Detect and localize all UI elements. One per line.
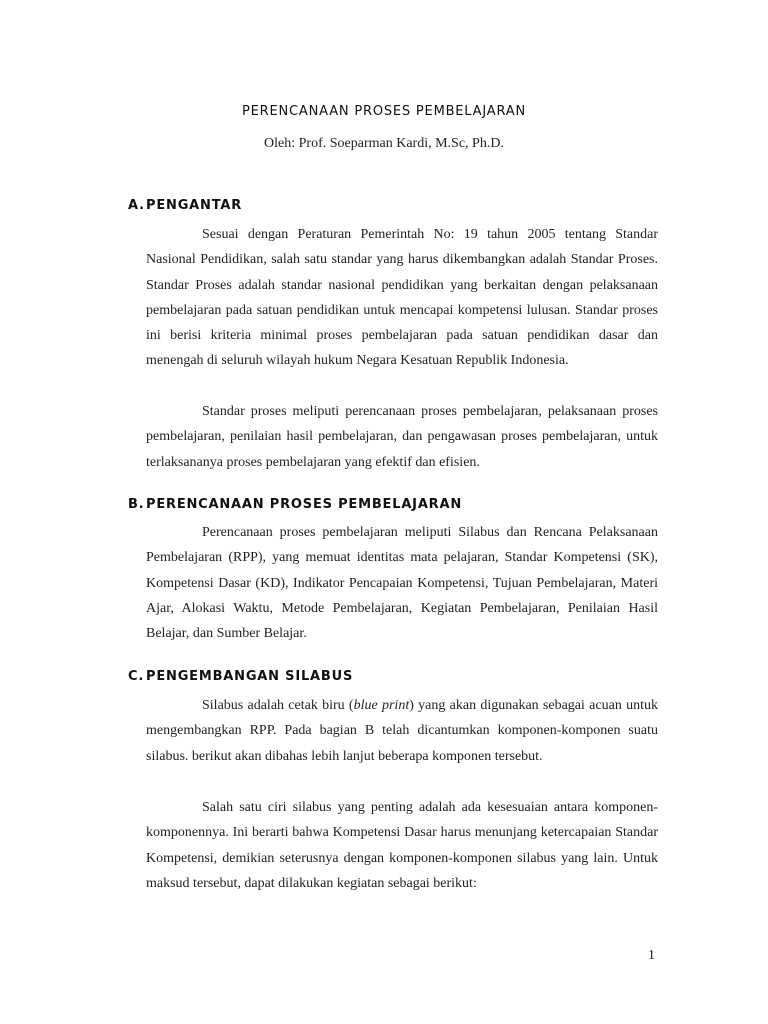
blue-print-term: blue print: [353, 698, 410, 713]
section-c-paragraph-1: [146, 693, 658, 769]
section-c-letter: C.: [128, 669, 145, 684]
section-c-heading: [128, 669, 353, 684]
section-c-paragraph-2: Salah satu ciri silabus yang penting adalah ada kesesuaian antara komponen-komponennya. Ini berarti bahwa Kompetensi Dasar harus menunjang ketercapaian Standar Kompetensi, demikian seterusnya dengan komponen-komponen silabus yang lain. Untuk maksud tersebut, dapat dilakukan kegiatan sebagai berikut:: [146, 800, 658, 891]
section-b-heading: [128, 497, 462, 512]
section-c-title: PENGEMBANGAN SILABUS: [146, 669, 354, 684]
section-c-paragraph-1-end: ) yang akan digunakan sebagai acuan untuk mengembangkan RPP. Pada bagian B telah dicantumkan komponen-komponen suatu silabus. berikut akan dibahas lebih lanjut beberapa komponen tersebut.: [146, 698, 658, 764]
document-author: Oleh: Prof. Soeparman Kardi, M.Sc, Ph.D.: [264, 136, 504, 151]
section-b-paragraph-1: Perencanaan proses pembelajaran meliputi Silabus dan Rencana Pelaksanaan Pembelajaran (RPP), yang memuat identitas mata pelajaran, Standar Kompetensi (SK), Kompetensi Dasar (KD), Indikator Pencapaian Kompetensi, Tujuan Pembelajaran, Materi Ajar, Alokasi Waktu, Metode Pembelajaran, Kegiatan Pembelajaran, Penilaian Hasil Belajar, dan Sumber Belajar.: [146, 525, 658, 642]
section-a-title: PENGANTAR: [146, 198, 243, 213]
section-b-letter: B.: [128, 497, 145, 512]
section-c-paragraph-1-start: Silabus adalah cetak biru (: [202, 698, 354, 713]
section-a-paragraph-1: Sesuai dengan Peraturan Pemerintah No: 19 tahun 2005 tentang Standar Nasional Pendidikan, salah satu standar yang harus dikembangkan adalah Standar Proses. Standar Proses adalah standar nasional pendidikan yang berkaitan dengan pelaksanaan pembelajaran pada satuan pendidikan untuk mencapai kompetensi lulusan. Standar proses ini berisi kriteria minimal proses pembelajaran pada satuan pendidikan dasar dan menengah di seluruh wilayah hukum Negara Kesatuan Republik Indonesia.: [146, 227, 658, 369]
section-b-title: PERENCANAAN PROSES PEMBELAJARAN: [146, 497, 463, 512]
page-number: 1: [648, 948, 655, 963]
section-a-paragraph-2: Standar proses meliputi perencanaan proses pembelajaran, pelaksanaan proses pembelajaran, penilaian hasil pembelajaran, dan pengawasan proses pembelajaran, untuk terlaksananya proses pembelajaran yang efektif dan efisien.: [146, 404, 658, 470]
section-a-letter: A.: [128, 198, 145, 213]
section-a-heading: [128, 198, 242, 213]
document-title: PERENCANAAN PROSES PEMBELAJARAN: [242, 104, 526, 119]
